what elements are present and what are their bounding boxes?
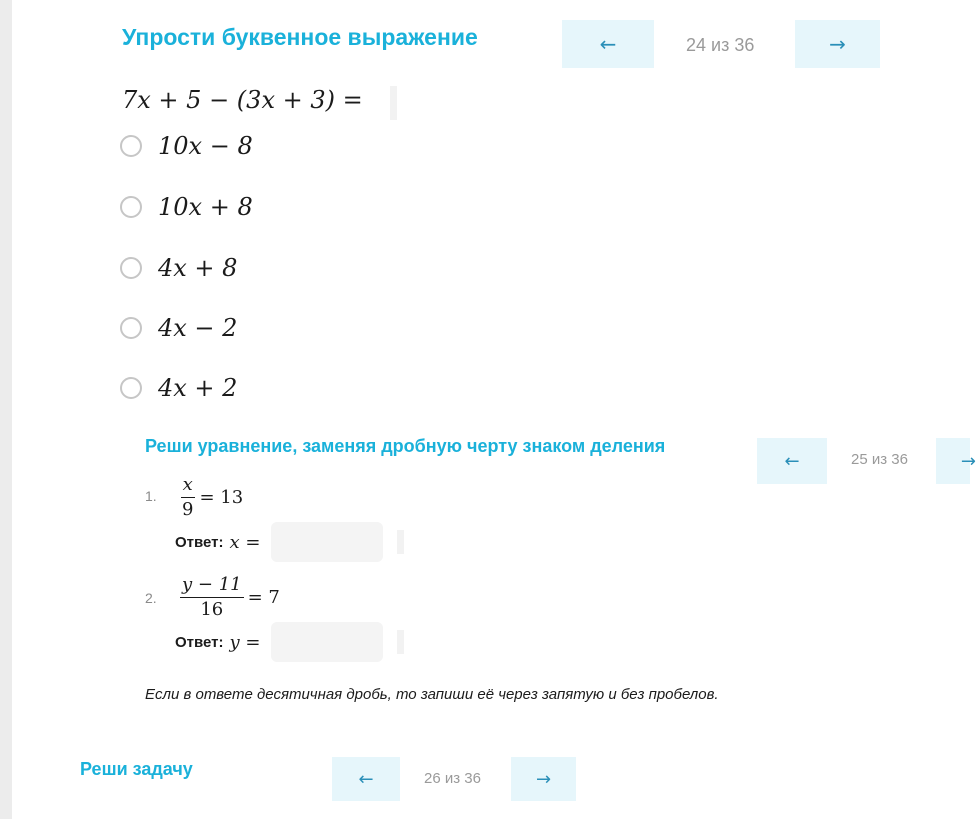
exercise-1-equation (180, 474, 243, 521)
exercise-1-answer-input[interactable] (271, 522, 383, 562)
option-2-radio[interactable] (120, 196, 142, 218)
arrow-right-icon: → (960, 450, 976, 472)
option-5-label: 4x + 2 (158, 374, 238, 402)
exercise-2-denominator: 16 (200, 599, 224, 620)
option-4-label: 4x − 2 (158, 314, 238, 342)
task25-title: Реши уравнение, заменяя дробную черту знаком деления (145, 436, 666, 456)
exercise-2-answer-label: Ответ: (175, 633, 224, 651)
exercise-2-numerator: y − 11 (180, 574, 244, 598)
task24-next-button[interactable] (795, 20, 880, 68)
option-5[interactable] (120, 374, 237, 402)
option-4[interactable] (120, 314, 237, 342)
exercise-2-answer-row (175, 622, 383, 662)
exercise-1-answer-label: Ответ: (175, 533, 224, 551)
task25-next-button[interactable] (936, 438, 976, 484)
exercise-2-answer-input[interactable] (271, 622, 383, 662)
exercise-1-rhs: = 13 (199, 487, 244, 508)
task24-prev-button[interactable] (562, 20, 654, 68)
expression-cursor (390, 86, 397, 120)
arrow-right-icon: → (829, 32, 846, 56)
task25-counter: 25 из 36 (851, 451, 908, 468)
exercise-2-fraction (180, 574, 244, 621)
exercise-1-number: 1. (145, 488, 157, 504)
option-4-radio[interactable] (120, 317, 142, 339)
arrow-right-icon: → (535, 768, 552, 790)
exercise-1-cursor (397, 530, 404, 554)
exercise-1-fraction (180, 474, 195, 521)
option-2-label: 10x + 8 (158, 193, 253, 221)
exercise-2-equation (180, 574, 280, 621)
task26-next-button[interactable] (511, 757, 576, 801)
exercise-2-cursor (397, 630, 404, 654)
option-3[interactable] (120, 254, 237, 282)
task26-prev-button[interactable] (332, 757, 400, 801)
option-3-label: 4x + 8 (158, 254, 238, 282)
option-3-radio[interactable] (120, 257, 142, 279)
task24-counter: 24 из 36 (686, 35, 755, 55)
option-5-radio[interactable] (120, 377, 142, 399)
decimal-note: Если в ответе десятичная дробь, то запиши её через запятую и без пробелов. (145, 686, 719, 703)
option-1-radio[interactable] (120, 135, 142, 157)
task24-expression: 7x + 5 − (3x + 3) = (122, 86, 363, 114)
arrow-left-icon: ← (784, 450, 800, 472)
exercise-2-rhs: = 7 (247, 587, 280, 608)
exercise-2-number: 2. (145, 590, 157, 606)
task24-title: Упрости буквенное выражение (122, 24, 478, 50)
exercise-2-answer-var: y = (229, 631, 261, 653)
option-1-label: 10x − 8 (158, 132, 253, 160)
exercise-1-numerator: x (181, 474, 195, 498)
exercise-1-answer-var: x = (229, 531, 261, 553)
exercise-1-denominator: 9 (182, 499, 194, 520)
arrow-left-icon: ← (358, 768, 374, 790)
task26-title: Реши задачу (80, 759, 193, 779)
arrow-left-icon: ← (599, 32, 617, 56)
exercise-1-answer-row (175, 522, 383, 562)
task26-counter: 26 из 36 (424, 770, 481, 787)
option-2[interactable] (120, 193, 253, 221)
option-1[interactable] (120, 132, 253, 160)
task25-prev-button[interactable] (757, 438, 827, 484)
left-gutter (0, 0, 12, 819)
